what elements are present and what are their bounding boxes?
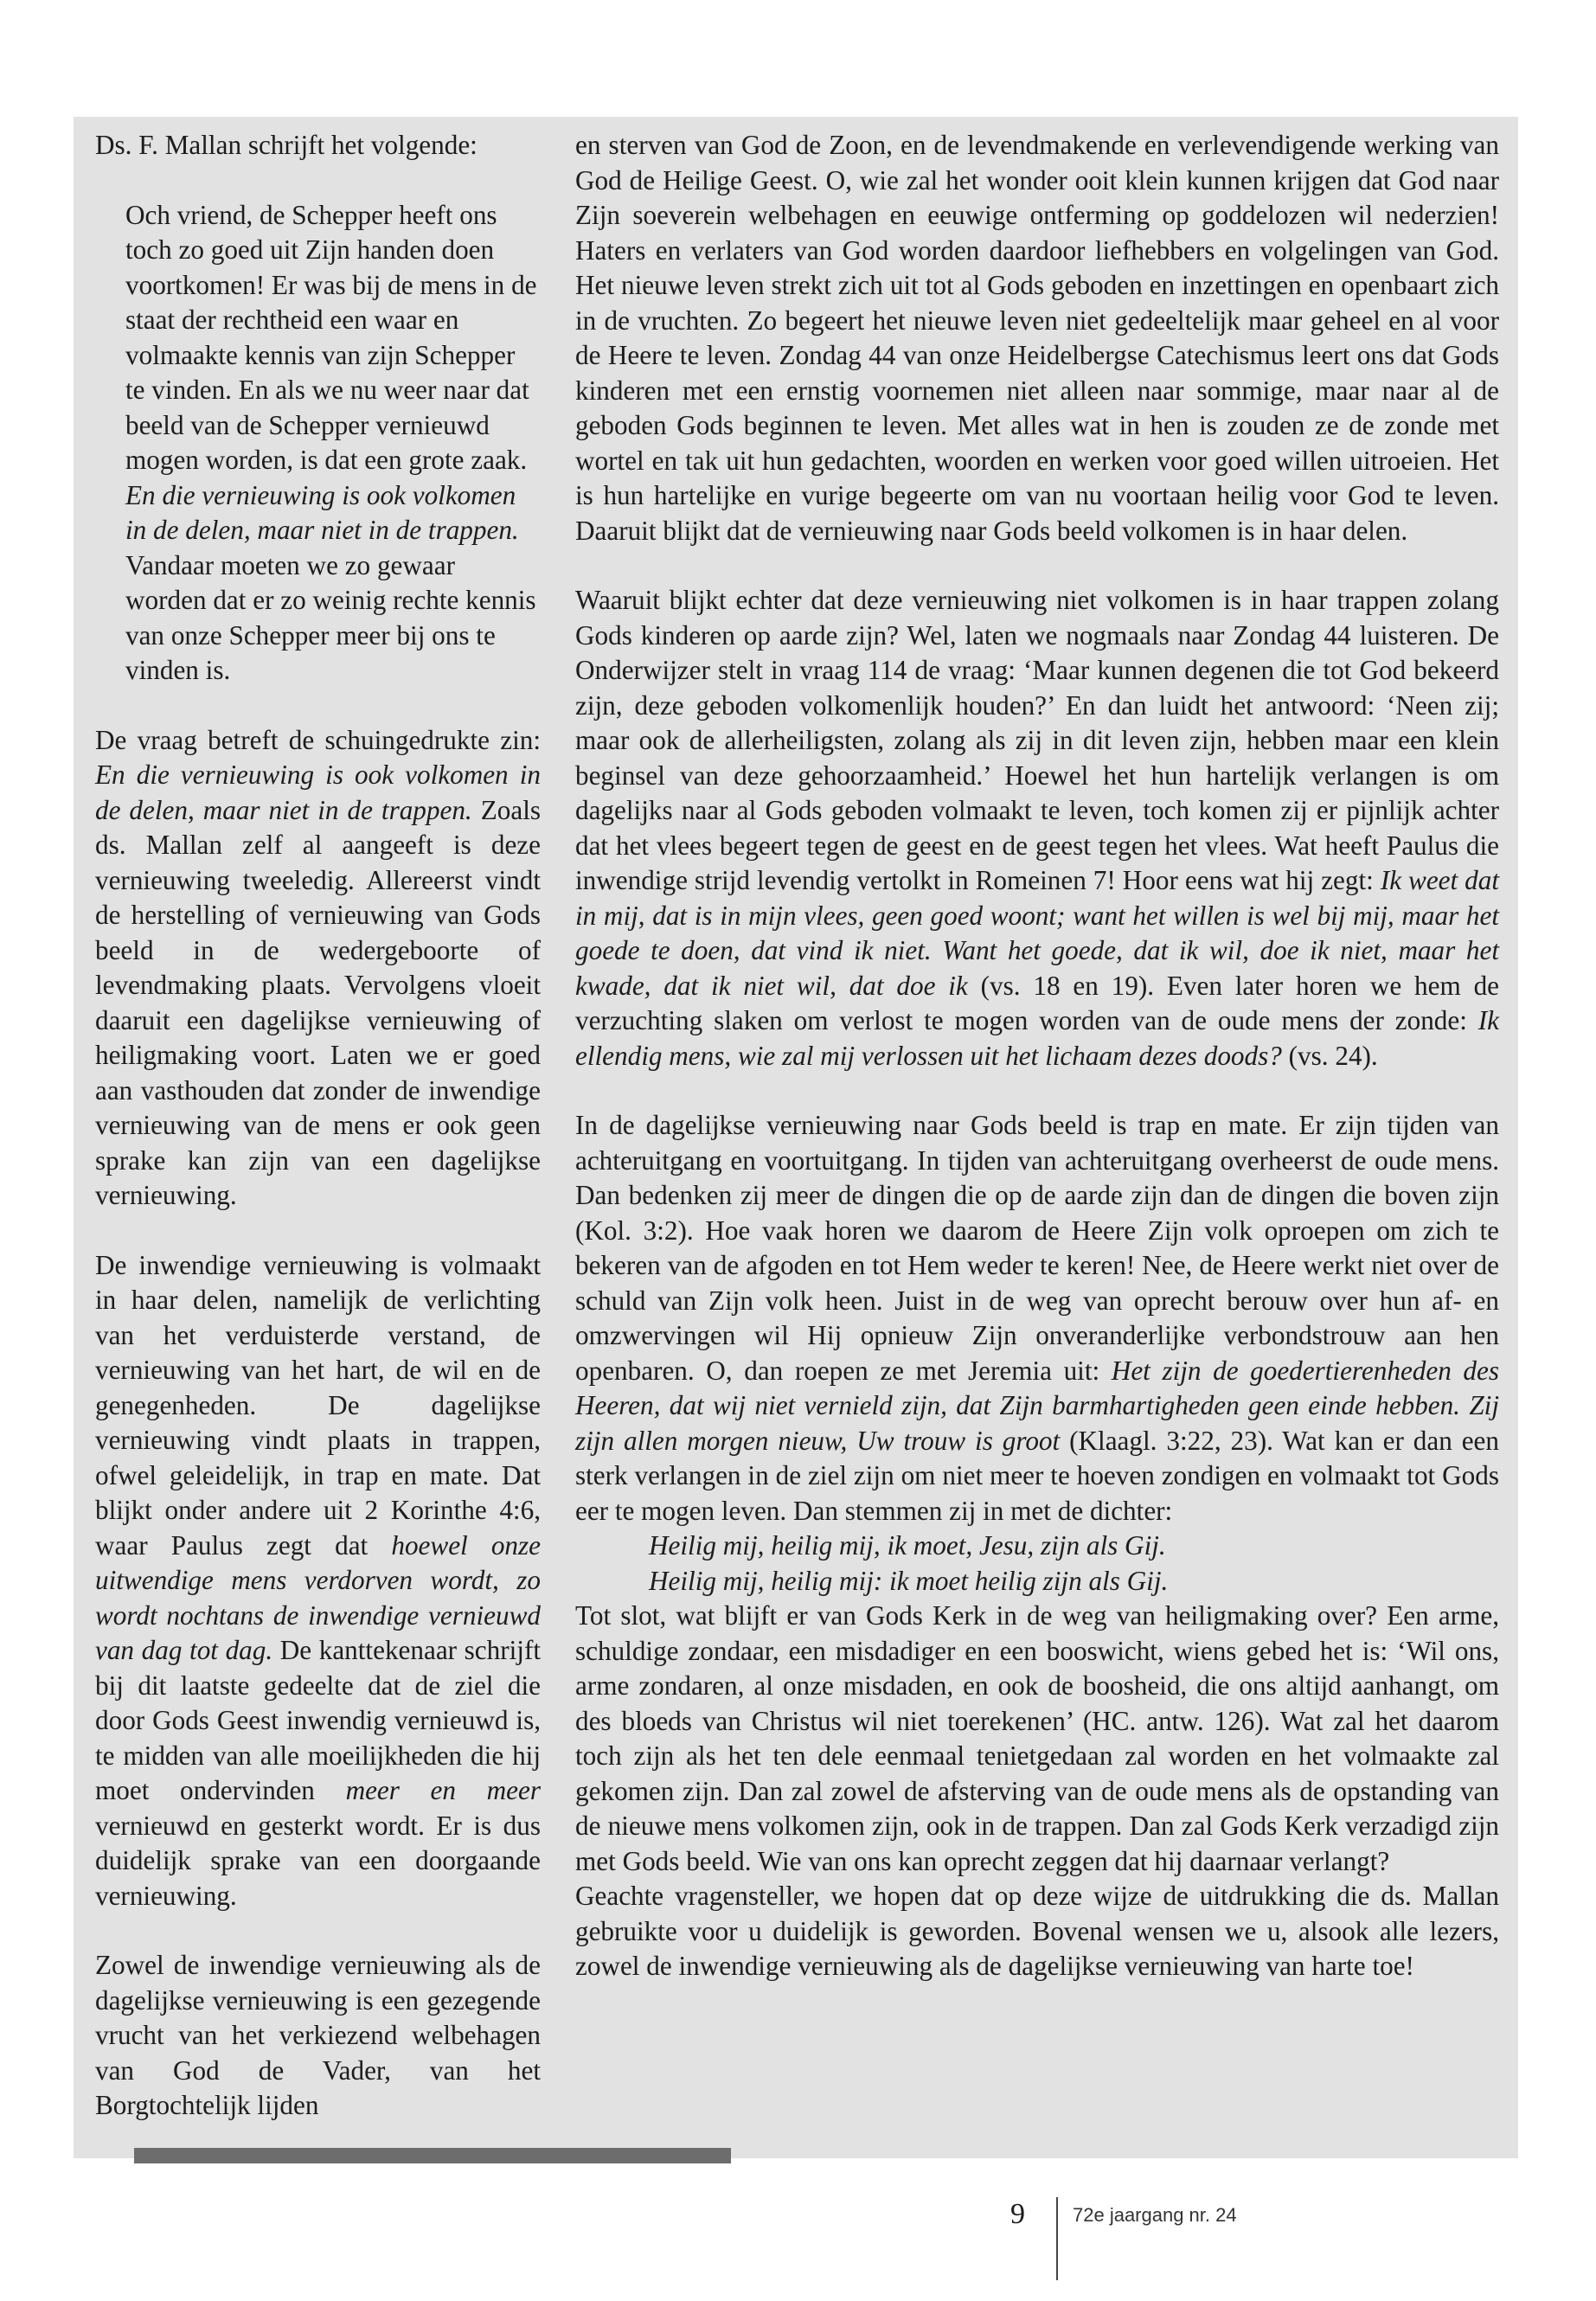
intro-line: Ds. F. Mallan schrijft het volgende: <box>95 130 478 160</box>
paragraph: Waaruit blijkt echter dat deze vernieuwing niet volkomen is in haar trappen zolang Gods kinderen op aarde zijn? Wel, laten we nogmaals naar Zondag 44 luisteren. De Onderwijzer stelt in vraag 114 de vraag: ‘Maar kunnen degenen die tot God bekeerd zijn, deze geboden volkomenlijk houden?’ En dan luidt het antwoord: ‘Neen zij; maar ook de allerheiligsten, zolang als zij in dit leven zijn, hebben maar een klein beginsel van deze gehoorzaamheid.’ Hoewel het hun hartelijk verlangen is om dagelijks naar al Gods geboden volmaakt te leven, toch komen zij er pijnlijk achter dat het vlees begeert tegen de geest en de geest tegen het vlees. Wat heeft Paulus die inwendige strijd levendig vertolkt in Romeinen 7! Hoor eens wat hij zegt: Ik weet dat in mij, dat is in mijn vlees, geen goed woont; want het willen is wel bij mij, maar het goede te doen, dat vind ik niet. Want het goede, dat ik wil, doe ik niet, maar het kwade, dat ik niet wil, dat doe ik (vs. 18 en 19). Even later horen we hem de verzuchting slaken om verlost te mogen worden van de oude mens der zonde: Ik ellendig mens, wie zal mij verlossen uit het lichaam dezes doods? (vs. 24). <box>575 585 1500 1071</box>
paragraph: Zowel de inwendige vernieuwing als de dagelijkse vernieuwing is een gezegende vrucht van het verkiezend welbehagen van God de Vader, van het Borgtochtelijk lijden <box>95 1950 541 2120</box>
footer-divider <box>1056 2197 1058 2280</box>
paragraph: De inwendige vernieuwing is volmaakt in haar delen, namelijk de verlichting van het verduisterde verstand, de vernieuwing van het hart, de wil en de genegenheden. De dagelijkse vernieuwing vindt plaats in trappen, ofwel geleidelijk, in trap en mate. Dat blijkt onder andere uit 2 Korinthe 4:6, waar Paulus zegt dat hoewel onze uitwendige mens verdorven wordt, zo wordt nochtans de inwendige vernieuwd van dag tot dag. De kanttekenaar schrijft bij dit laatste gedeelte dat de ziel die door Gods Geest inwendig vernieuwd is, te midden van alle moeilijkheden die hij moet ondervinden meer en meer vernieuwd en gesterkt wordt. Er is dus duidelijk sprake van een doorgaande vernieuwing. <box>95 1249 541 1911</box>
paragraph: Geachte vragensteller, we hopen dat op deze wijze de uitdrukking die ds. Mallan gebruikte voor u duidelijk is geworden. Bovenal wensen we u, alsook alle lezers, zowel de inwendige vernieuwing als de dagelijkse vernieuwing van harte toe! <box>575 1881 1499 1981</box>
page-number: 9 <box>1010 2198 1025 2230</box>
paragraph: De vraag betreft de schuingedrukte zin: En die vernieuwing is ook volkomen in de delen, maar niet in de trappen. Zoals ds. Mallan zelf al aangeeft is deze vernieuwing tweeledig. Allereerst vindt de herstelling of vernieuwing van Gods beeld in de wedergeboorte of levendmaking plaats. Vervolgens vloeit daaruit een dagelijkse vernieuwing of heiligmaking voort. Laten we er goed aan vasthouden dat zonder de inwendige vernieuwing van de mens er ook geen sprake kan zijn van een dagelijkse vernieuwing. <box>95 724 542 1210</box>
issue-label: 72e jaargang nr. 24 <box>1073 2204 1237 2226</box>
paragraph: In de dagelijkse vernieuwing naar Gods beeld is trap en mate. Er zijn tijden van achteruitgang en voortuitgang. In tijden van achteruitgang overheerst de oude mens. Dan bedenken zij meer de dingen die op de aarde zijn dan de dingen die boven zijn (Kol. 3:2). Hoe vaak horen we daarom de Heere Zijn volk oproepen om zich te bekeren van de afgoden en tot Hem weder te keren! Nee, de Heere werkt niet over de schuld van Zijn volk heen. Juist in de weg van oprecht berouw over hun af- en omzwervingen wil Hij opnieuw Zijn onveranderlijke verbondstrouw aan hen openbaren. O, dan roepen ze met Jeremia uit: Het zijn de goedertierenheden des Heeren, dat wij niet vernield zijn, dat Zijn barmhartigheden geen einde hebben. Zij zijn allen morgen nieuw, Uw trouw is groot (Klaagl. 3:22, 23). Wat kan er dan een sterk verlangen in de ziel zijn om niet meer te hoeven zondigen en volmaakt tot Gods eer te mogen leven. Dan stemmen zij in met de dichter: Heilig mij, heilig mij, ik moet, Jesu, zijn als Gij. Heilig mij, heilig mij: ik moet heilig zijn als Gij. <box>575 1108 1499 1599</box>
paragraph: Tot slot, wat blijft er van Gods Kerk in de weg van heiligmaking over? Een arme, schuldige zondaar, een misdadiger en een booswicht, wiens gebed het is: ‘Wil ons, arme zondaren, al onze misdaden, en ook de boosheid, die ons altijd aanhangt, om des bloeds van Christus wil niet toerekenen’ (HC. antw. 126). Wat zal het daarom toch zijn als het ten dele eenmaal tenietgedaan zal worden en het volmaakte zal gekomen zijn. Dan zal zowel de afsterving van de oude mens als de opstanding van de nieuwe mens volkomen zijn, ook in de trappen. Dan zal Gods Kerk verzadigd zijn met Gods beeld. Wie van ons kan oprecht zeggen dat hij daarnaar verlangt? <box>575 1600 1499 1876</box>
right-column <box>575 128 1499 1984</box>
paragraph: en sterven van God de Zoon, en de levendmakende en verlevendigende werking van God de Heilige Geest. O, wie zal het wonder ooit klein kunnen krijgen dat God naar Zijn soeverein welbehagen en eeuwige ontferming op goddelozen wil nederzien! Haters en verlaters van God worden daardoor liefhebbers en volgelingen van God. Het nieuwe leven strekt zich uit tot al Gods geboden en inzettingen en openbaart zich in de vruchten. Zo begeert het nieuwe leven niet gedeeltelijk maar geheel en al voor de Heere te leven. Zondag 44 van onze Heidelbergse Catechismus leert ons dat Gods kinderen met een ernstig voornemen niet alleen naar sommige, maar naar al de geboden Gods beginnen te leven. Met alles wat in hen is zouden ze de zonde met wortel en tak uit hun gedachten, woorden en werken voor goed willen uitroeien. Het is hun hartelijke en vurige begeerte om van nu voortaan heilig voor God te leven. Daaruit blijkt dat de vernieuwing naar Gods beeld volkomen is in haar delen. <box>575 130 1499 546</box>
left-column <box>95 128 541 2158</box>
footer-decorative-bar <box>134 2148 731 2163</box>
mallan-quote: Och vriend, de Schepper heeft ons toch zo goed uit Zijn handen doen voortkomen! Er was bij de mens in de staat der rechtheid een waar en volmaakte kennis van zijn Schepper te vinden. En als we nu weer naar dat beeld van de Schepper vernieuwd mogen worden, is dat een grote zaak. En die vernieuwing is ook volkomen in de delen, maar niet in de trappen. Vandaar moeten we zo gewaar worden dat er zo weinig rechte kennis van onze Schepper meer bij ons te vinden is. <box>125 199 537 685</box>
verse-line: Heilig mij, heilig mij: ik moet heilig zijn als Gij. <box>649 1565 1169 1596</box>
verse-line: Heilig mij, heilig mij, ik moet, Jesu, zijn als Gij. <box>649 1530 1166 1561</box>
